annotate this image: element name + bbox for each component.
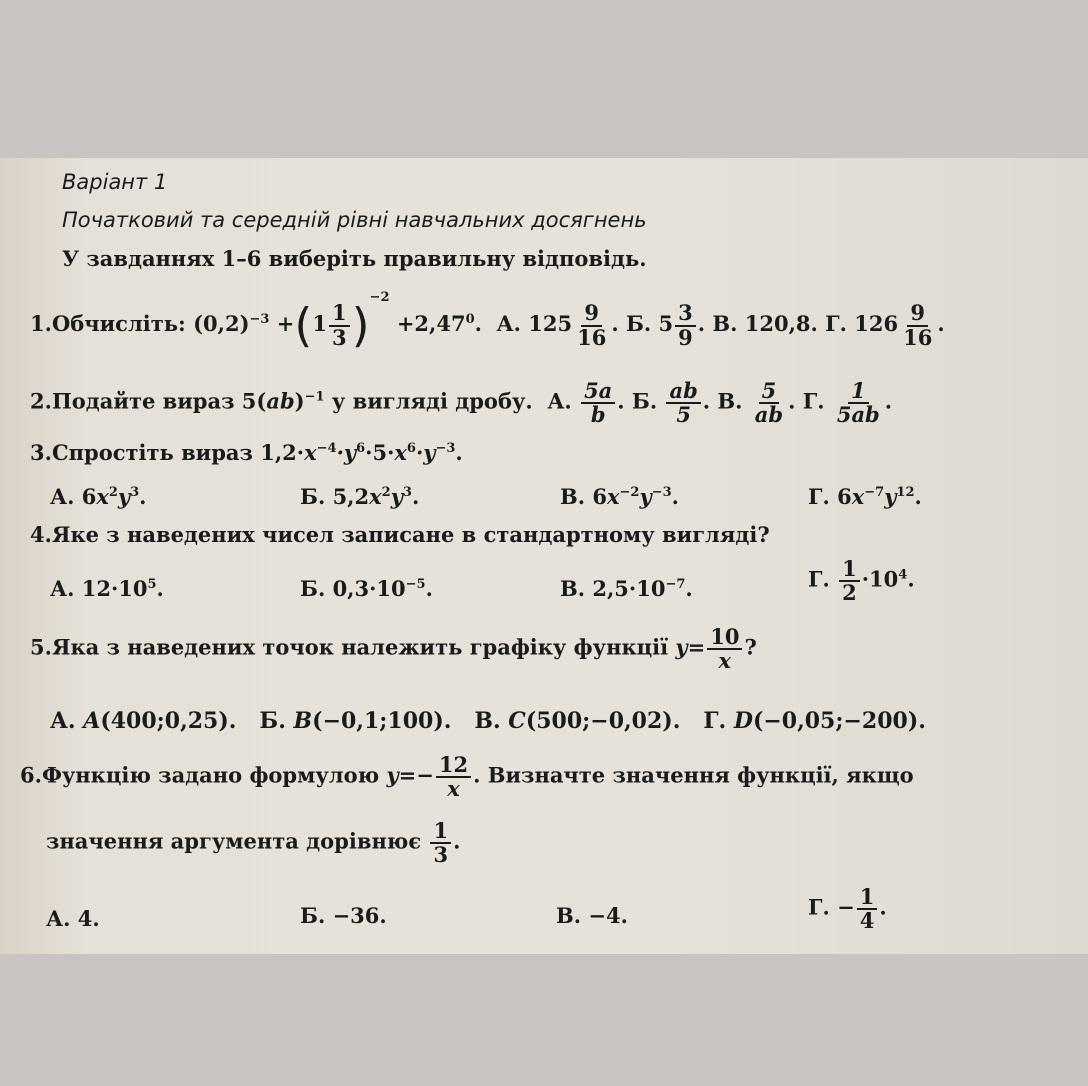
q2-b-num: ab [666,380,700,404]
textbook-page [0,158,1088,954]
q4-d-end: . [907,566,915,592]
q1-b-num: 3 [675,302,696,326]
q4-a-pre: А. 12·10 [50,576,148,601]
q1-dot: . [474,311,482,336]
q6-d-end: . [879,894,887,920]
q3-y1: ·y [336,440,357,465]
q1-exp1: −3 [249,312,270,327]
q3-b-end: . [411,484,420,509]
q1-a-den: 16 [577,324,607,350]
q5-d-value: (−0,05;−200). [752,708,926,734]
paren-open: ( [294,298,313,353]
question-6 [20,754,914,800]
level-heading: Початковий та середній рівні навчальних досягнень [62,208,647,232]
q4-b-e: −5 [405,577,426,592]
question-1 [30,290,945,353]
q5-d-label: Г. [703,708,734,734]
q3-e2: 6 [356,441,366,456]
question-2 [30,380,892,426]
q3-option-c [560,484,679,509]
q1-base: (0,2) [193,311,250,336]
q2-text2: у вигляді дробу. [324,388,533,414]
q1-text: Обчисліть: [51,311,186,336]
q6-y: y [386,762,399,788]
q3-d-e2: 12 [896,485,915,500]
q3-option-d [808,484,922,509]
q6-line2-text: значення аргумента дорівнює [46,828,422,854]
q3-e4: −3 [435,441,456,456]
q6-number: 6. [20,762,42,788]
q1-a-num: 9 [581,302,602,326]
q3-end: . [455,440,463,465]
q5-a-point: A [83,708,101,734]
q6-line2-end: . [453,828,461,854]
q6-f-num: 12 [436,754,471,778]
q3-text: Спростіть вираз 1,2· [51,440,305,465]
q4-d-frac [839,558,860,604]
q6-frac [436,754,471,800]
q3-x2: x [394,440,407,465]
q1-a-frac [574,302,609,348]
q2-text: Подайте вираз 5( [51,388,267,414]
q4-option-d [808,558,915,604]
q2-a-den: b [590,402,606,428]
q5-options [50,708,926,734]
q3-b-x: x [369,484,382,509]
q4-d-pre: Г. [808,566,830,592]
q5-a-label: А. [50,708,84,734]
q4-d-e: 4 [898,567,908,583]
q6-d-den: 4 [859,908,875,934]
q6-d-pre: Г. − [808,894,855,920]
q2-option-a: А. [547,388,572,414]
q5-b-value: (−0,1;100). [312,708,452,734]
q4-c-e: −7 [665,577,686,592]
q3-d-pre: Г. 6 [808,484,852,509]
q3-option-a [50,484,146,509]
q3-a-y: y [117,484,131,509]
q5-f-num: 10 [707,626,742,650]
question-5 [30,626,757,672]
q5-d-point: D [733,708,753,734]
question-4 [30,522,770,547]
q3-a-e2: 3 [130,485,140,500]
q3-c-y: y [639,484,652,509]
q6-eq: =− [398,762,434,788]
q1-option-b: . Б. 5 [611,311,674,336]
q2-number: 2. [30,388,52,414]
q4-d-den: 2 [842,580,857,606]
q3-option-b [300,484,419,509]
q6-arg-den: 3 [433,842,449,868]
q1-end: . [937,311,945,336]
q1-tail: +2,47 [396,311,466,336]
q2-c-den: ab [754,402,784,428]
q5-end: ? [744,634,757,660]
q5-a-value: (400;0,25). [100,708,237,734]
q6-option-d [808,886,887,932]
variant-title: Варіант 1 [62,170,168,194]
q2-a-frac [581,380,615,426]
q4-option-b [300,576,433,601]
q3-b-pre: Б. 5,2 [300,484,370,509]
q5-b-point: B [293,708,313,734]
q3-a-e1: 2 [108,485,118,500]
q1-d-num: 9 [907,302,928,326]
q4-b-pre: Б. 0,3·10 [300,576,406,601]
q2-close: ) [294,388,305,414]
q4-a-end: . [156,576,164,601]
q1-mixed-num: 1 [329,302,350,326]
q3-a-pre: А. 6 [50,484,97,509]
q2-end: . [884,388,893,414]
q3-y2: ·y [415,440,436,465]
q1-mixed-den: 3 [331,324,347,350]
q3-c-end: . [671,484,679,509]
q1-b-frac [675,302,696,348]
q4-option-c [560,576,693,601]
q5-frac [707,626,742,672]
q3-c-pre: В. 6 [560,484,607,509]
instruction: У завданнях 1–6 виберіть правильну відповідь. [62,246,647,271]
q1-d-den: 16 [903,324,933,350]
q5-number: 5. [30,634,52,660]
q2-c-num: 5 [759,380,780,404]
q2-ab: ab [266,388,295,414]
q2-b-frac [666,380,700,426]
q4-text: Яке з наведених чисел записане в стандартному вигляді? [51,522,770,547]
q6-line2 [46,820,460,866]
q5-c-label: В. [474,708,509,734]
q2-exp: −1 [304,389,325,405]
q3-e3: 6 [406,441,416,456]
q6-option-a: А. 4. [46,906,100,931]
q2-c-frac [752,380,786,426]
q6-d-num: 1 [857,886,878,910]
q2-d-den: 5ab [836,402,880,428]
q6-d-frac [857,886,878,932]
q6-text: Функцію задано формулою [41,762,380,788]
q1-option-a: А. 125 [496,311,573,336]
q4-c-pre: В. 2,5·10 [560,576,666,601]
paren-close: ) [351,298,370,353]
q6-text2: . Визначте значення функції, якщо [473,762,914,788]
q1-deg: 0 [465,312,475,327]
q6-option-c: В. −4. [556,903,628,928]
q1-b-den: 9 [678,324,693,350]
q4-number: 4. [30,522,52,547]
q1-mixed-whole: 1 [312,311,327,336]
q3-d-e1: −7 [864,485,885,500]
q3-c-x: x [606,484,620,509]
q4-option-a [50,576,164,601]
q3-mid: ·5· [365,440,395,465]
q4-d-mid: ·10 [861,566,899,592]
q6-f-den: x [447,776,460,802]
q1-exp2: −2 [369,290,390,305]
q2-d-num: 1 [848,380,869,404]
q3-b-e2: 3 [402,485,412,500]
q2-d-frac [834,380,883,426]
q3-d-x: x [851,484,865,509]
q2-option-b: . Б. [617,388,658,414]
q5-b-label: Б. [259,708,294,734]
q6-option-b: Б. −36. [300,903,387,928]
q4-c-end: . [685,576,693,601]
q1-mixed-frac [329,302,350,348]
q3-c-e1: −2 [619,485,640,500]
q6-arg-num: 1 [430,820,451,844]
q3-number: 3. [30,440,52,465]
q3-a-end: . [139,484,147,509]
q5-text: Яка з наведених точок належить графіку функції [51,634,669,660]
q3-a-x: x [96,484,109,509]
q4-a-e: 5 [147,577,157,592]
q4-b-end: . [425,576,433,601]
q5-f-den: x [718,648,732,674]
q5-y: y [675,634,688,660]
q3-e1: −4 [316,441,337,456]
q4-d-num: 1 [839,558,860,582]
q5-c-point: C [508,708,526,734]
q6-arg-frac [430,820,451,866]
q3-d-y: y [884,484,897,509]
q1-number: 1. [30,311,52,336]
q1-d-frac [900,302,935,348]
q3-b-e1: 2 [381,485,391,500]
q3-d-end: . [914,484,922,509]
q2-b-den: 5 [676,402,691,428]
question-3 [30,440,463,465]
q2-a-num: 5a [581,380,615,404]
q5-c-value: (500;−0,02). [525,708,681,734]
q2-option-d: . Г. [788,388,825,414]
q3-b-y: y [390,484,403,509]
q1-option-cd: . В. 120,8. Г. 126 [697,311,899,336]
q3-x1: x [304,440,317,465]
q2-option-c: . В. [702,388,743,414]
q3-c-e2: −3 [651,485,672,500]
q1-plus: + [276,311,295,336]
q5-eq: = [687,634,706,660]
